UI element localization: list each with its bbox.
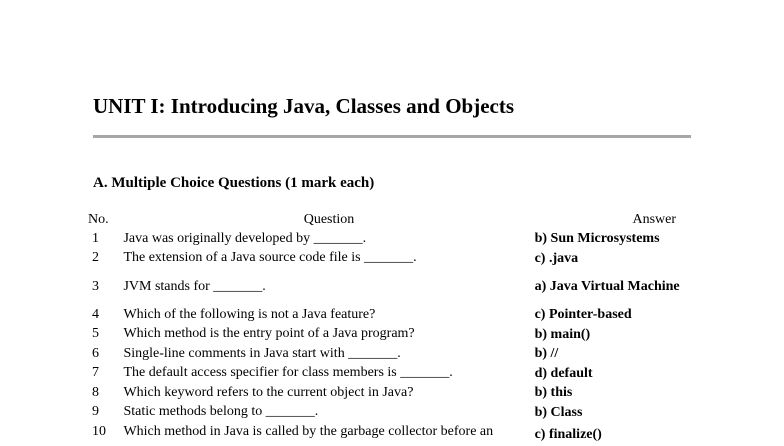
row-question: Which method is the entry point of a Java program? bbox=[123, 326, 415, 342]
header-question: Question bbox=[303, 212, 355, 227]
table-body bbox=[88, 229, 688, 446]
row-answer: c) finalize() bbox=[534, 427, 602, 442]
row-question: Single-line comments in Java start with _______. bbox=[123, 345, 401, 361]
table-row bbox=[88, 422, 688, 446]
table-row bbox=[88, 305, 688, 325]
row-answer: b) Class bbox=[534, 404, 583, 420]
row-answer: a) Java Virtual Machine bbox=[534, 279, 680, 294]
table-row bbox=[88, 403, 688, 423]
row-number: 6 bbox=[92, 345, 99, 361]
table-row bbox=[88, 383, 688, 403]
row-number: 9 bbox=[92, 404, 99, 420]
mcq-table bbox=[88, 210, 688, 446]
row-question: The extension of a Java source code file is _______. bbox=[123, 250, 417, 266]
table-header bbox=[88, 210, 688, 229]
row-number: 5 bbox=[92, 326, 99, 342]
row-question: Java was originally developed by _______. bbox=[123, 230, 367, 246]
row-number: 2 bbox=[92, 250, 99, 266]
table-row bbox=[88, 249, 688, 269]
row-answer: b) main() bbox=[534, 326, 591, 342]
row-number: 10 bbox=[92, 424, 106, 439]
table-row bbox=[88, 229, 688, 249]
row-answer: c) Pointer-based bbox=[534, 307, 632, 323]
unit-title: UNIT I: Introducing Java, Classes and Objects bbox=[93, 94, 515, 118]
row-number: 8 bbox=[92, 384, 99, 400]
row-number: 7 bbox=[92, 365, 99, 381]
section-heading: A. Multiple Choice Questions (1 mark each) bbox=[93, 175, 375, 191]
row-answer: b) this bbox=[534, 385, 573, 401]
row-answer: b) // bbox=[534, 346, 559, 362]
title-divider bbox=[93, 135, 691, 138]
table-row bbox=[88, 268, 688, 305]
row-question: Which method in Java is called by the garbage collector before an bbox=[123, 424, 494, 439]
row-question: The default access specifier for class members is _______. bbox=[123, 365, 453, 381]
table-row bbox=[88, 344, 688, 364]
row-answer: c) .java bbox=[534, 250, 579, 266]
header-no: No. bbox=[88, 212, 109, 227]
row-question: Which of the following is not a Java feature? bbox=[123, 306, 376, 322]
row-number: 1 bbox=[92, 230, 99, 246]
table-header-row bbox=[88, 210, 688, 229]
table-row bbox=[88, 364, 688, 384]
row-number: 4 bbox=[92, 306, 99, 322]
row-number: 3 bbox=[92, 278, 99, 294]
row-question: Which keyword refers to the current object in Java? bbox=[123, 384, 414, 400]
header-answer: Answer bbox=[632, 212, 676, 227]
row-question: JVM stands for _______. bbox=[123, 278, 266, 294]
table-row bbox=[88, 325, 688, 345]
row-question: Static methods belong to _______. bbox=[123, 404, 319, 420]
row-answer: d) default bbox=[534, 365, 593, 381]
row-answer: b) Sun Microsystems bbox=[534, 231, 660, 247]
